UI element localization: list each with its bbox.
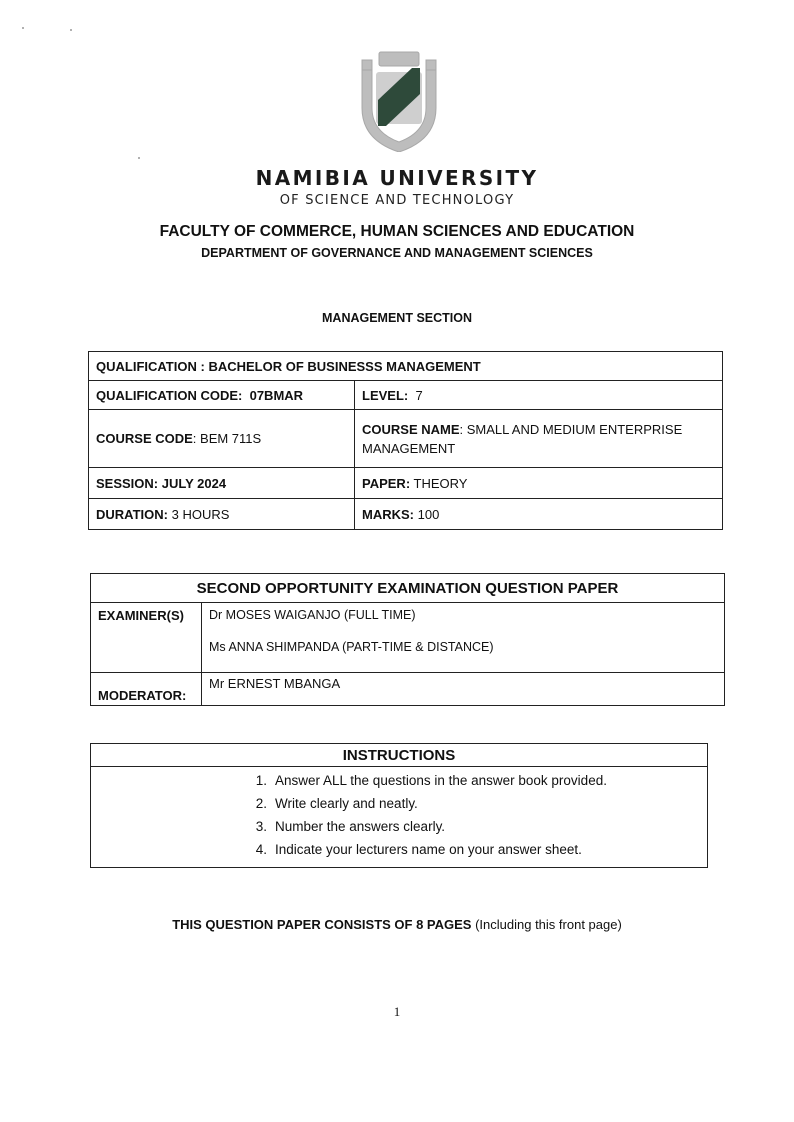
course-code-value: : BEM 711S — [192, 431, 262, 446]
examiners-label: EXAMINER(S) — [91, 603, 202, 673]
instructions-box — [90, 743, 708, 868]
duration-label: DURATION: — [96, 506, 168, 522]
scan-speck — [138, 157, 140, 159]
examiners-cell — [202, 603, 725, 673]
exam-title: SECOND OPPORTUNITY EXAMINATION QUESTION PAPER — [91, 574, 724, 603]
table-row — [89, 499, 723, 530]
examiner-1: Dr MOSES WAIGANJO (FULL TIME) — [209, 608, 416, 622]
item-text: Number the answers clearly. — [275, 819, 446, 834]
level-cell — [355, 381, 723, 410]
course-code-label: COURSE CODE — [96, 431, 193, 446]
qualification-value: BACHELOR OF BUSINESSS MANAGEMENT — [208, 358, 481, 374]
list-item — [91, 792, 707, 815]
list-item — [91, 815, 707, 838]
item-number: 3. — [255, 819, 267, 834]
duration-value: 3 HOURS — [171, 506, 230, 522]
page-count-bold: THIS QUESTION PAPER CONSISTS OF 8 PAGES — [172, 917, 472, 932]
item-text: Write clearly and neatly. — [275, 796, 418, 811]
table-row — [89, 381, 723, 410]
list-item — [91, 838, 707, 861]
moderator-value: Mr ERNEST MBANGA — [202, 673, 725, 706]
university-logo-icon — [352, 48, 446, 152]
course-name-value: : SMALL AND MEDIUM ENTERPRISE MANAGEMENT — [362, 421, 683, 456]
paper-value: THEORY — [413, 475, 468, 491]
table-row — [91, 673, 724, 706]
session-cell — [89, 468, 355, 499]
session-label: SESSION: JULY 2024 — [96, 475, 227, 491]
table-row — [89, 468, 723, 499]
page-number: 1 — [393, 1004, 401, 1019]
course-code-cell — [89, 410, 355, 468]
department-heading: DEPARTMENT OF GOVERNANCE AND MANAGEMENT SCIENCES — [201, 246, 593, 260]
paper-label: PAPER: — [362, 475, 411, 491]
instructions-title: INSTRUCTIONS — [91, 744, 707, 767]
paper-cell — [355, 468, 723, 499]
marks-value: 100 — [417, 506, 440, 522]
section-heading: MANAGEMENT SECTION — [322, 311, 472, 325]
item-number: 1. — [255, 773, 267, 788]
item-number: 4. — [255, 842, 267, 857]
qualification-code-label: QUALIFICATION CODE: — [96, 387, 243, 403]
examiner-table — [91, 603, 724, 705]
page-count-note-text: (Including this front page) — [471, 917, 622, 932]
table-row — [91, 603, 724, 673]
table-row — [89, 352, 723, 381]
moderator-label: MODERATOR: — [91, 673, 202, 706]
course-name-label: COURSE NAME — [362, 421, 460, 437]
item-number: 2. — [255, 796, 267, 811]
level-value: 7 — [415, 387, 423, 403]
course-name-cell — [355, 410, 723, 468]
university-name: NAMIBIA UNIVERSITY — [255, 166, 539, 190]
table-row — [89, 410, 723, 468]
qualification-label: QUALIFICATION : — [96, 358, 205, 374]
faculty-heading: FACULTY OF COMMERCE, HUMAN SCIENCES AND EDUCATION — [159, 223, 635, 240]
scan-speck — [70, 29, 72, 31]
qualification-code-cell — [89, 381, 355, 410]
exam-info-box — [90, 573, 725, 706]
examiner-2: Ms ANNA SHIMPANDA (PART-TIME & DISTANCE) — [209, 640, 494, 654]
page-count-note — [0, 917, 794, 932]
item-text: Indicate your lecturers name on your answer sheet. — [275, 842, 582, 857]
qualification-cell — [89, 352, 723, 381]
duration-cell — [89, 499, 355, 530]
item-text: Answer ALL the questions in the answer book provided. — [275, 773, 607, 788]
marks-label: MARKS: — [362, 506, 414, 522]
marks-cell — [355, 499, 723, 530]
qualification-code-value: 07BMAR — [249, 387, 304, 403]
scan-speck — [22, 27, 24, 29]
university-subtitle: OF SCIENCE AND TECHNOLOGY — [279, 193, 515, 208]
qualification-table — [88, 351, 723, 530]
instructions-list — [91, 767, 707, 867]
list-item — [91, 769, 707, 792]
level-label: LEVEL: — [362, 387, 409, 403]
